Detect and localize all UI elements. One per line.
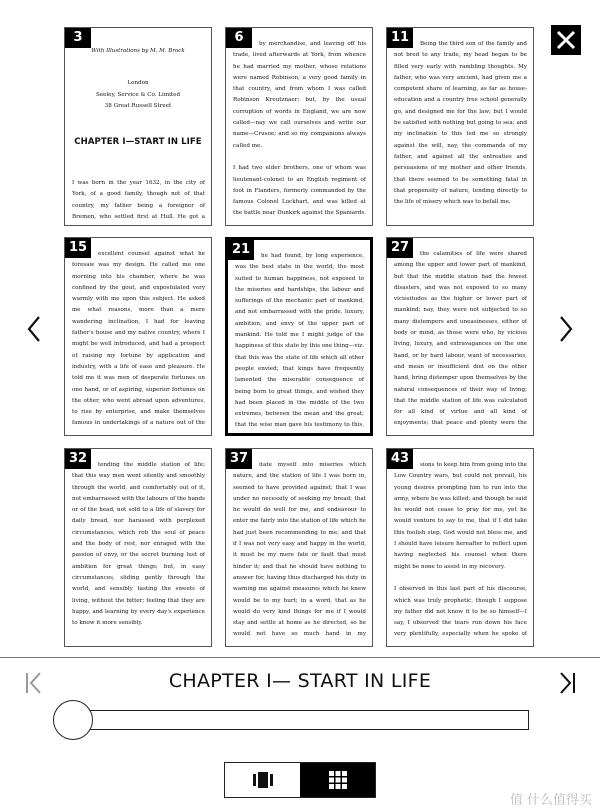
page-number-badge: 15	[65, 238, 91, 258]
page-text: I was born in the year 1632, in the city of York, of a good family, though not of that country, my father being a foreigner of Bremen, who settled first at Hull. He got a	[72, 180, 205, 220]
page-number-badge: 6	[226, 28, 252, 48]
page-view-button[interactable]	[225, 763, 300, 797]
illustrations-credit: With Illustrations by M. M. Brock	[91, 48, 185, 54]
page-view-icon	[252, 772, 274, 788]
first-page-button[interactable]	[24, 671, 44, 695]
page-thumbnail[interactable]	[225, 237, 373, 436]
chevron-left-icon	[22, 309, 46, 349]
watermark: 值 什么值得买	[509, 793, 592, 808]
page-text: by merchandise, and leaving off his trade, lived afterwards at York, from whence he had married my mother, whose relations were named Robinson, a very good family in that country, and from whom I was called Robinson Kreutznaer; but, by the usual corruption of words in England, we are now called—nay we call ourselves and write our name—Crusoe; and so my companions always called me. I had two elder brothers, one of whom was lieutenant-colonel to an English regiment of foot in Flanders, formerly commanded by the famous Colonel Lockhart, and was killed at the battle near Dunkirk against the Spaniards.	[233, 41, 366, 217]
view-mode-toggle	[224, 762, 376, 798]
page-thumbnail[interactable]	[386, 448, 534, 647]
chapter-title: CHAPTER I— START IN LIFE	[168, 670, 432, 692]
publisher-line: Seeley, Service & Co. Limited	[95, 91, 181, 98]
page-text: excellent counsel against what he foresaw was my design. He called me one morning into his chamber, where he was confined by the gout, and expostulated very warmly with me upon this subject. He asked me what reasons, more than a mere wandering inclination, I had for leaving father's house and my native country, where I might be well introduced, and had a prospect of raising my fortune by application and industry, with a life of ease and pleasure. He told me it was men of desperate fortunes on one hand, or of aspiring, superior fortunes on the other, who went abroad upon adventures, to rise by enterprise, and make themselves famous in undertakings of a nature out of the	[72, 251, 205, 427]
page-number-badge: 37	[226, 449, 252, 469]
page-thumbnail[interactable]	[386, 27, 534, 226]
page-number-badge: 11	[387, 28, 413, 48]
page-text: sions to keep him from going into the Low Country wars, but could not prevail, his young desires prompting him to run into the army, where he was killed; and though he said he would not cease to pray for me, yet he would venture to say to me, that if I did take this foolish step, God would not bless me, and I should have leisure hereafter to reflect upon having neglected his counsel when there might be none to assist in my recovery. I observed in this last part of his discourse, which was truly prophetic, though I suppose my father did not know it to be so himself—I say, I observed the tears run down his face very plentifully, especially when he spoke of	[394, 462, 527, 638]
page-thumbnail[interactable]	[225, 27, 373, 226]
next-page-button[interactable]	[554, 309, 578, 349]
grid-view-button[interactable]	[300, 763, 375, 797]
publisher-line: London	[127, 80, 149, 86]
page-text: itate myself into miseries which nature, and the station of life I was born in, seemed to have provided against; that I was under no necessity of seeking my bread; that he would do well for me, and endeavour to enter me fairly into the station of life which he had just been recommending to me; and that if I was not very easy and happy in the world, it must be my mere fate or fault that must hinder it; and that he should have nothing to answer for, having thus discharged his duty in warning me against measures which he knew would be to my hurt; in a word, that as he would do very kind things for me if I would stay and settle at home as he directed, so he would not have so much hand in my	[233, 462, 366, 638]
chevron-right-icon	[554, 309, 578, 349]
page-text: he had found, by long experience, was the best state in the world, the most suited to human happiness, not exposed to the miseries and hardships, the labour and sufferings of the mechanic part of mankind, and not embarrassed with the pride, luxury, ambition, and envy of the upper part of mankind. He told me I might judge of the happiness of this state by this one thing—viz. that this was the state of life which all other people envied; that kings have frequently lamented the miserable consequence of being born to great things, and wished they had been placed in the middle of the two extremes, between the mean and the great; that the wise man gave his testimony to this,	[235, 253, 364, 429]
close-button[interactable]	[551, 25, 581, 55]
page-text: the calamities of life were shared among the upper and lower part of mankind, but that the middle station had the fewest disasters, and was not exposed to so many vicissitudes as the higher or lower part of mankind; nay, they were not subjected to so many distempers and uneasinesses, either of body or mind, as those were who, by vicious living, luxury, and extravagances on the one hand, or by hard labour, want of necessaries, and mean or insufficient diet on the other hand, bring distemper upon themselves by the natural consequences of their way of living; that the middle station of life was calculated for all kind of virtue and all kind of enjoyments; that peace and plenty were the	[394, 251, 527, 427]
close-icon	[551, 25, 581, 55]
divider	[0, 657, 600, 658]
page-thumbnail[interactable]	[64, 237, 212, 436]
previous-page-button[interactable]	[22, 309, 46, 349]
skip-to-end-icon	[557, 671, 577, 695]
progress-slider-track[interactable]	[73, 710, 529, 730]
last-page-button[interactable]	[557, 671, 577, 695]
page-grid	[64, 27, 536, 638]
page-number-badge: 21	[228, 240, 254, 260]
skip-to-start-icon	[24, 671, 44, 695]
page-number-badge: 43	[387, 449, 413, 469]
chapter-heading: CHAPTER I—START IN LIFE	[74, 136, 202, 147]
page-text: tending the middle station of life; that this way men went silently and smoothly through the world, and comfortably out of it, not embarrassed with the labours of the hands or of the head, not sold to a life of slavery for daily bread, nor harassed with perplexed circumstances, which rob the soul of peace and the body of rest, nor enraged with the passion of envy, or the secret burning lust of ambition for great things; but, in easy circumstances, sliding gently through the world, and sensibly tasting the sweets of living, without the bitter; feeling that they are happy, and learning by every day's experience to know it more sensibly.	[72, 462, 205, 627]
page-number-badge: 32	[65, 449, 91, 469]
title-page-block	[65, 48, 211, 147]
page-text: Being the third son of the family and not bred to any trade, my head began to be filled very early with rambling thoughts. My father, who was very ancient, had given me a competent share of learning, as far as house-education and a country free school generally go, and designed me for the law; but I would be satisfied with nothing but going to sea; and my inclination to this led me so strongly against the will, nay, the commands of my father, and against all the entreaties and persuasions of my mother and other friends, that there seemed to be something fatal in that propensity of nature, tending directly to the life of misery which was to befall me.	[394, 41, 527, 206]
publisher-block	[65, 78, 211, 113]
page-thumbnail[interactable]	[64, 448, 212, 647]
page-number-badge: 3	[65, 28, 91, 48]
page-thumbnail[interactable]	[64, 27, 212, 226]
page-number-badge: 27	[387, 238, 413, 258]
progress-slider-thumb[interactable]	[53, 700, 93, 740]
page-thumbnail[interactable]	[225, 448, 373, 647]
publisher-line: 38 Great Russell Street	[104, 103, 172, 109]
grid-view-icon	[329, 771, 347, 789]
page-thumbnail[interactable]	[386, 237, 534, 436]
